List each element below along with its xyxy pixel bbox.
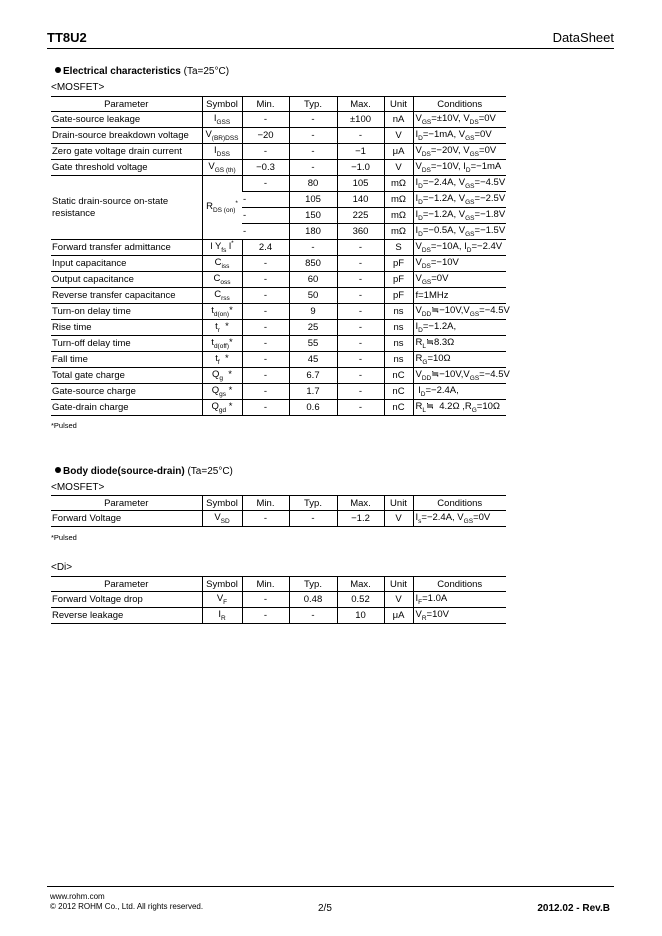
table-cell: mΩ xyxy=(384,208,413,224)
table-cell: - xyxy=(242,400,289,416)
table-row xyxy=(51,511,506,527)
table-cell: Max. xyxy=(337,496,384,511)
table-cell: Forward Voltage xyxy=(51,511,202,527)
table-row xyxy=(51,400,506,416)
section-subtitle: <MOSFET> xyxy=(51,482,105,493)
table-cell: $t_r$ * xyxy=(202,320,242,336)
table-cell: $I_D=-0.5A$, $V_{GS}=-1.5V$ xyxy=(413,224,506,240)
table-cell: nC xyxy=(384,384,413,400)
footnote-pulsed: *Pulsed xyxy=(51,533,77,542)
table-cell: $I_s=-2.4A$, $V_{GS}=0V$ xyxy=(413,511,506,527)
table-cell: nC xyxy=(384,368,413,384)
table-cell: $C_{rss}$ xyxy=(202,288,242,304)
table-cell: - xyxy=(337,240,384,256)
body-diode-table xyxy=(51,495,506,527)
table-cell: $V_{GS (th)}$ xyxy=(202,160,242,176)
table-cell: $I_D=-1.2A$, $V_{GS}=-1.8V$ xyxy=(413,208,506,224)
table-cell: V xyxy=(384,128,413,144)
table-row xyxy=(51,608,506,624)
table-cell: - xyxy=(242,368,289,384)
table-cell: Min. xyxy=(242,577,289,592)
table-cell: 45 xyxy=(289,352,337,368)
table-cell: $R_L≒$ 4.2Ω $,R_G=10\Omega$ xyxy=(413,400,506,416)
table-cell: V xyxy=(384,160,413,176)
table-cell: Min. xyxy=(242,496,289,511)
table-cell: $V_{SD}$ xyxy=(202,511,242,527)
table-cell: l $Y_{fs}$ l* xyxy=(202,240,242,256)
table-cell: Turn-on delay time xyxy=(51,304,202,320)
table-cell: $t_f$ * xyxy=(202,352,242,368)
section-subtitle: <MOSFET> xyxy=(51,82,105,93)
table-cell: Conditions xyxy=(413,97,506,112)
table-cell: 25 xyxy=(289,320,337,336)
table-cell: Reverse leakage xyxy=(51,608,202,624)
table-cell: ±100 xyxy=(337,112,384,128)
table-cell: 6.7 xyxy=(289,368,337,384)
table-cell: Output capacitance xyxy=(51,272,202,288)
table-cell: - xyxy=(242,144,289,160)
table-row xyxy=(51,256,506,272)
table-cell: - xyxy=(337,320,384,336)
table-cell: Min. xyxy=(242,97,289,112)
table-cell: V xyxy=(384,511,413,527)
table-cell: Typ. xyxy=(289,496,337,511)
table-cell: $V_{DS}=-10V$, $I_D=-1mA$ xyxy=(413,160,506,176)
table-cell: - xyxy=(337,384,384,400)
table-cell: $I_D=-2.4A$, xyxy=(413,384,506,400)
table-cell: $R_{DS (on)}^*$ xyxy=(202,176,242,240)
table-cell: mΩ xyxy=(384,176,413,192)
footer-left xyxy=(50,892,203,912)
table-cell: Typ. xyxy=(289,97,337,112)
table-cell: 105 xyxy=(289,192,337,208)
table-cell: $V_{DD}≒-10V,V_{GS}=-4.5V$ xyxy=(413,368,506,384)
table-cell: $V_{(BR)DSS}$ xyxy=(202,128,242,144)
table-cell: - xyxy=(242,272,289,288)
table-cell: $I_D=-1.2A$, $V_{GS}=-2.5V$ xyxy=(413,192,506,208)
table-cell: V xyxy=(384,592,413,608)
table-cell: - xyxy=(337,336,384,352)
table-cell: $I_F=1.0A$ xyxy=(413,592,506,608)
table-cell: Symbol xyxy=(202,496,242,511)
table-row xyxy=(51,304,506,320)
footnote-pulsed: *Pulsed xyxy=(51,421,77,430)
table-cell: $t_{d(on)}*$ xyxy=(202,304,242,320)
table-cell: −1.2 xyxy=(337,511,384,527)
diode-table xyxy=(51,576,506,624)
table-cell: - xyxy=(337,400,384,416)
table-cell: Parameter xyxy=(51,97,202,112)
table-cell: 0.48 xyxy=(289,592,337,608)
table-cell: 180 xyxy=(289,224,337,240)
table-cell: $C_{iss}$ xyxy=(202,256,242,272)
table-cell: - xyxy=(242,608,289,624)
table-cell: ns xyxy=(384,304,413,320)
bullet-icon xyxy=(55,467,61,473)
table-row xyxy=(51,320,506,336)
table-cell: - xyxy=(242,224,289,240)
table-cell: Gate threshold voltage xyxy=(51,160,202,176)
table-cell: - xyxy=(242,304,289,320)
table-cell: nA xyxy=(384,112,413,128)
table-cell: $C_{oss}$ xyxy=(202,272,242,288)
table-cell: Max. xyxy=(337,97,384,112)
table-cell: Parameter xyxy=(51,496,202,511)
table-row xyxy=(51,352,506,368)
table-cell: $I_{DSS}$ xyxy=(202,144,242,160)
table-cell: Turn-off delay time xyxy=(51,336,202,352)
table-cell: −1.0 xyxy=(337,160,384,176)
table-cell: pF xyxy=(384,256,413,272)
table-cell: - xyxy=(289,511,337,527)
table-cell: $R_G=10\Omega$ xyxy=(413,352,506,368)
table-cell: 105 xyxy=(337,176,384,192)
table-cell: 0.6 xyxy=(289,400,337,416)
doc-type: DataSheet xyxy=(552,30,614,45)
table-cell: - xyxy=(242,352,289,368)
table-cell: S xyxy=(384,240,413,256)
header-divider xyxy=(47,48,614,49)
table-cell: - xyxy=(289,160,337,176)
table-cell: 10 xyxy=(337,608,384,624)
table-cell: Forward transfer admittance xyxy=(51,240,202,256)
table-cell: - xyxy=(337,368,384,384)
table-header xyxy=(51,577,506,592)
table-cell: $I_D=-1.2A$, xyxy=(413,320,506,336)
footer-url[interactable]: www.rohm.com xyxy=(50,892,105,901)
electrical-table xyxy=(51,96,510,416)
table-cell: Gate-drain charge xyxy=(51,400,202,416)
table-cell: 50 xyxy=(289,288,337,304)
table-cell: $V_{GS}=\pm 10V$, $V_{DS}=0V$ xyxy=(413,112,506,128)
table-cell: - xyxy=(242,256,289,272)
table-header xyxy=(51,496,506,511)
table-cell: $V_{DS}=-10V$ xyxy=(413,256,506,272)
table-cell: Rise time xyxy=(51,320,202,336)
table-row xyxy=(51,288,506,304)
footer-divider xyxy=(47,886,614,887)
table-cell: ns xyxy=(384,320,413,336)
table-cell: - xyxy=(242,208,289,224)
table-cell: - xyxy=(337,304,384,320)
table-cell: 1.7 xyxy=(289,384,337,400)
table-cell: 140 xyxy=(337,192,384,208)
table-row xyxy=(51,272,506,288)
table-row xyxy=(51,112,506,128)
section-title-electrical: Electrical characteristics (Ta=25°C) xyxy=(55,66,229,77)
table-cell: Unit xyxy=(384,577,413,592)
table-cell: $t_{d(off)}*$ xyxy=(202,336,242,352)
table-cell: 0.52 xyxy=(337,592,384,608)
table-cell: Drain-source breakdown voltage xyxy=(51,128,202,144)
table-cell: - xyxy=(242,336,289,352)
table-cell: $Q_{gs}$ * xyxy=(202,384,242,400)
table-cell: Forward Voltage drop xyxy=(51,592,202,608)
table-cell: Fall time xyxy=(51,352,202,368)
table-cell: −1 xyxy=(337,144,384,160)
table-cell: 55 xyxy=(289,336,337,352)
table-cell: Zero gate voltage drain current xyxy=(51,144,202,160)
table-cell: - xyxy=(337,128,384,144)
doc-title: TT8U2 xyxy=(47,30,87,45)
table-cell: 60 xyxy=(289,272,337,288)
table-cell: −0.3 xyxy=(242,160,289,176)
table-cell: Parameter xyxy=(51,577,202,592)
table-cell: μA xyxy=(384,608,413,624)
table-cell: - xyxy=(242,592,289,608)
table-cell: pF xyxy=(384,288,413,304)
table-row xyxy=(51,176,506,192)
table-cell: −20 xyxy=(242,128,289,144)
table-cell: - xyxy=(242,320,289,336)
table-cell: - xyxy=(289,112,337,128)
table-row xyxy=(51,160,506,176)
table-cell: Max. xyxy=(337,577,384,592)
table-cell: - xyxy=(242,192,289,208)
table-cell: 2.4 xyxy=(242,240,289,256)
table-cell: 850 xyxy=(289,256,337,272)
table-cell: Conditions xyxy=(413,577,506,592)
table-header xyxy=(51,97,506,112)
table-cell: $I_{GSS}$ xyxy=(202,112,242,128)
table-cell: 150 xyxy=(289,208,337,224)
table-cell: $I_D=-1mA$, $V_{GS}=0V$ xyxy=(413,128,506,144)
table-cell: - xyxy=(289,608,337,624)
table-cell: - xyxy=(289,144,337,160)
table-cell: $V_{GS}=0V$ xyxy=(413,272,506,288)
table-row xyxy=(51,384,506,400)
table-cell: $Q_{gd}$ * xyxy=(202,400,242,416)
table-cell: Reverse transfer capacitance xyxy=(51,288,202,304)
table-cell: Symbol xyxy=(202,577,242,592)
table-row xyxy=(51,144,506,160)
table-cell: 9 xyxy=(289,304,337,320)
table-cell: - xyxy=(242,176,289,192)
table-cell: ns xyxy=(384,336,413,352)
table-row xyxy=(51,336,506,352)
table-cell: $V_{DS}=-10A$, $I_D=-2.4V$ xyxy=(413,240,506,256)
table-cell: $I_D=-2.4A$, $V_{GS}=-4.5V$ xyxy=(413,176,506,192)
section-title-body-diode: Body diode(source-drain) (Ta=25°C) xyxy=(55,466,233,477)
page-number: 2/5 xyxy=(318,903,332,914)
table-cell: $V_{DD}≒-10V,V_{GS}=-4.5V$ xyxy=(413,304,506,320)
table-cell: $I_R$ xyxy=(202,608,242,624)
section-subtitle-di: <Di> xyxy=(51,562,73,573)
table-cell: - xyxy=(337,288,384,304)
table-row xyxy=(51,592,506,608)
table-cell: Input capacitance xyxy=(51,256,202,272)
table-cell: - xyxy=(242,112,289,128)
table-cell: Static drain-source on-state resistance xyxy=(51,176,202,240)
table-cell: - xyxy=(337,352,384,368)
table-cell: - xyxy=(242,288,289,304)
bullet-icon xyxy=(55,67,61,73)
table-cell: $V_R=10V$ xyxy=(413,608,506,624)
table-cell: - xyxy=(337,256,384,272)
table-cell: $R_L≒8.3\Omega$ xyxy=(413,336,506,352)
table-row xyxy=(51,240,506,256)
table-cell: Total gate charge xyxy=(51,368,202,384)
table-cell: f=1MHz xyxy=(413,288,506,304)
table-cell: Gate-source charge xyxy=(51,384,202,400)
table-cell: Conditions xyxy=(413,496,506,511)
table-row xyxy=(51,368,506,384)
table-cell: Unit xyxy=(384,496,413,511)
table-cell: Symbol xyxy=(202,97,242,112)
table-cell: Unit xyxy=(384,97,413,112)
revision: 2012.02 - Rev.B xyxy=(537,903,610,914)
table-cell: - xyxy=(289,128,337,144)
table-cell: 360 xyxy=(337,224,384,240)
table-row xyxy=(51,128,506,144)
table-cell: nC xyxy=(384,400,413,416)
table-cell: Gate-source leakage xyxy=(51,112,202,128)
table-cell: $Q_g$ * xyxy=(202,368,242,384)
table-cell: - xyxy=(242,384,289,400)
table-cell: 225 xyxy=(337,208,384,224)
table-cell: - xyxy=(242,511,289,527)
table-cell: - xyxy=(337,272,384,288)
table-cell: pF xyxy=(384,272,413,288)
table-cell: mΩ xyxy=(384,224,413,240)
table-cell: μA xyxy=(384,144,413,160)
footer-copyright: © 2012 ROHM Co., Ltd. All rights reserved. xyxy=(50,902,204,911)
table-cell: 80 xyxy=(289,176,337,192)
table-cell: $V_F$ xyxy=(202,592,242,608)
table-cell: $V_{DS}=-20V$, $V_{GS}=0V$ xyxy=(413,144,506,160)
table-cell: ns xyxy=(384,352,413,368)
table-cell: - xyxy=(289,240,337,256)
table-cell: Typ. xyxy=(289,577,337,592)
table-cell: mΩ xyxy=(384,192,413,208)
